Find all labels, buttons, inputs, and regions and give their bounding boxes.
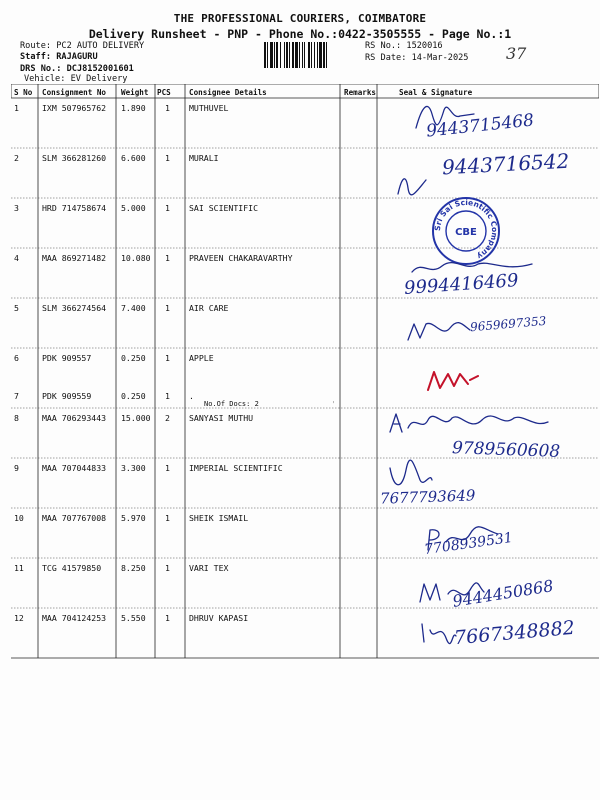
signature-row-8 [386, 408, 556, 442]
row-consignee: DHRUV KAPASI [189, 613, 249, 623]
row-consignee: SANYASI MUTHU [189, 413, 254, 423]
row-sno: 4 [14, 253, 19, 263]
row-weight: 3.300 [121, 463, 146, 473]
row-sno: 3 [14, 203, 19, 213]
row-consignment: IXM 507965762 [42, 103, 107, 113]
row-consignee: . [189, 391, 194, 401]
row-weight: 0.250 [121, 353, 146, 363]
row-weight: 10.080 [121, 253, 151, 263]
barcode-bar [264, 42, 266, 68]
row-weight: 5.000 [121, 203, 146, 213]
barcode-bar [284, 42, 285, 68]
handwritten-phone-12: 7667348882 [453, 616, 576, 650]
row-consignee: VARI TEX [189, 563, 229, 573]
barcode-bar [267, 42, 268, 68]
barcode-bar [292, 42, 294, 68]
row-pcs: 1 [165, 563, 170, 573]
row-sno: 1 [14, 103, 19, 113]
signature-rows-6-7 [424, 366, 484, 400]
drs-barcode [264, 42, 356, 68]
row-pcs: 1 [165, 353, 170, 363]
barcode-bar [314, 42, 315, 68]
staff-label: Staff: [20, 52, 52, 62]
row-sno: 9 [14, 463, 19, 473]
barcode-bar [270, 42, 273, 68]
handwritten-phone-4: 9994416469 [403, 270, 520, 299]
row-consignment: PDK 909559 [42, 391, 92, 401]
row-consignment: MAA 704124253 [42, 613, 107, 623]
barcode-bar [280, 42, 281, 68]
row-sno: 7 [14, 391, 19, 401]
company-title: THE PROFESSIONAL COURIERS, COIMBATORE [173, 12, 427, 25]
signature-row-12 [418, 618, 458, 652]
row-consignee: MURALI [189, 153, 219, 163]
row-pcs: 1 [165, 613, 170, 623]
drs-field [20, 64, 134, 74]
stamp-center-text: CBE [455, 227, 477, 238]
row-pcs: 1 [165, 463, 170, 473]
row-pcs: 1 [165, 303, 170, 313]
row-consignment: PDK 909557 [42, 353, 92, 363]
drs-label: DRS No.: [20, 64, 62, 74]
row-weight: 1.890 [121, 103, 146, 113]
row-sno: 8 [14, 413, 19, 423]
signature-row-5 [404, 316, 474, 350]
row-consignment: SLM 366281260 [42, 153, 107, 163]
row-consignment: MAA 707767008 [42, 513, 107, 523]
col-consignment: Consignment No [42, 88, 107, 97]
barcode-bar [276, 42, 278, 68]
handwritten-phone-5: 9659697353 [469, 313, 547, 335]
handwritten-phone-2: 9443716542 [441, 148, 570, 180]
col-weight: Weight [121, 88, 149, 97]
staff-value: RAJAGURU [56, 52, 98, 62]
runsheet-subtitle: Delivery Runsheet - PNP - Phone No.:0422-3505555 - Page No.:1 [88, 27, 512, 41]
col-sno: S No [14, 88, 33, 97]
row-sno: 2 [14, 153, 19, 163]
row-consignment: HRD 714758674 [42, 203, 107, 213]
rs-date: RS Date: 14-Mar-2025 [365, 53, 469, 63]
row-pcs: 1 [165, 391, 170, 401]
row-sno: 6 [14, 353, 19, 363]
route-text: Route: PC2 AUTO DELIVERY [20, 41, 145, 51]
row-sno: 5 [14, 303, 19, 313]
row-consignee: APPLE [189, 353, 214, 363]
handwritten-phone-9: 7677793649 [379, 486, 476, 508]
handwritten-page-number: 37 [506, 44, 527, 63]
barcode-bar [319, 42, 322, 68]
barcode-bar [323, 42, 325, 68]
barcode-bar [274, 42, 275, 68]
barcode-bar [304, 42, 305, 68]
row-consignment: MAA 869271482 [42, 253, 107, 263]
row-consignee: MUTHUVEL [189, 103, 229, 113]
row-consignment: SLM 366274564 [42, 303, 107, 313]
row-sno: 11 [14, 563, 24, 573]
tick-mark: ' [331, 400, 336, 409]
barcode-bar [308, 42, 310, 68]
row-pcs: 1 [165, 253, 170, 263]
barcode-bar [286, 42, 288, 68]
row-consignment: MAA 707044833 [42, 463, 107, 473]
barcode-bar [326, 42, 327, 68]
row-weight: 8.250 [121, 563, 146, 573]
row-weight: 5.970 [121, 513, 146, 523]
handwritten-phone-11: 9444450868 [451, 576, 555, 611]
rs-number: RS No.: 1520016 [365, 41, 443, 51]
handwritten-phone-8: 9789560608 [451, 438, 561, 462]
row-pcs: 1 [165, 153, 170, 163]
col-pcs: PCS [157, 88, 171, 97]
row-weight: 15.000 [121, 413, 151, 423]
row-sno: 10 [14, 513, 24, 523]
row-consignment: MAA 706293443 [42, 413, 107, 423]
row-pcs: 1 [165, 103, 170, 113]
barcode-bar [295, 42, 298, 68]
stamp-ring-text: Sri Sai Scientific Company [432, 197, 500, 261]
barcode-bar [289, 42, 290, 68]
row-consignee: AIR CARE [189, 303, 229, 313]
row-weight: 5.550 [121, 613, 146, 623]
row-consignee: SAI SCIENTIFIC [189, 203, 259, 213]
row-consignee: PRAVEEN CHAKARAVARTHY [189, 253, 293, 263]
row-pcs: 1 [165, 513, 170, 523]
drs-value: DCJ8152001601 [66, 64, 134, 74]
barcode-bar [302, 42, 303, 68]
row-sno: 12 [14, 613, 24, 623]
col-remarks: Remarks [344, 88, 377, 97]
vehicle-text: Vehicle: EV Delivery [24, 74, 128, 84]
barcode-bar [311, 42, 312, 68]
row-pcs: 2 [165, 413, 170, 423]
row-consignee: IMPERIAL SCIENTIFIC [189, 463, 283, 473]
row-weight: 0.250 [121, 391, 146, 401]
row-consignee: SHEIK ISMAIL [189, 513, 249, 523]
handwritten-phone-1: 9443715468 [425, 110, 535, 142]
handwritten-phone-10: 7708939531 [423, 529, 514, 559]
row-consignment: TCG 41579850 [42, 563, 102, 573]
col-signature: Seal & Signature [399, 88, 473, 97]
barcode-bar [317, 42, 318, 68]
barcode-bar [299, 42, 300, 68]
row-pcs: 1 [165, 203, 170, 213]
row-weight: 7.400 [121, 303, 146, 313]
col-consignee: Consignee Details [189, 88, 267, 97]
staff-field [20, 52, 98, 62]
row-weight: 6.600 [121, 153, 146, 163]
docs-count-note: No.Of Docs: 2 [204, 400, 259, 408]
